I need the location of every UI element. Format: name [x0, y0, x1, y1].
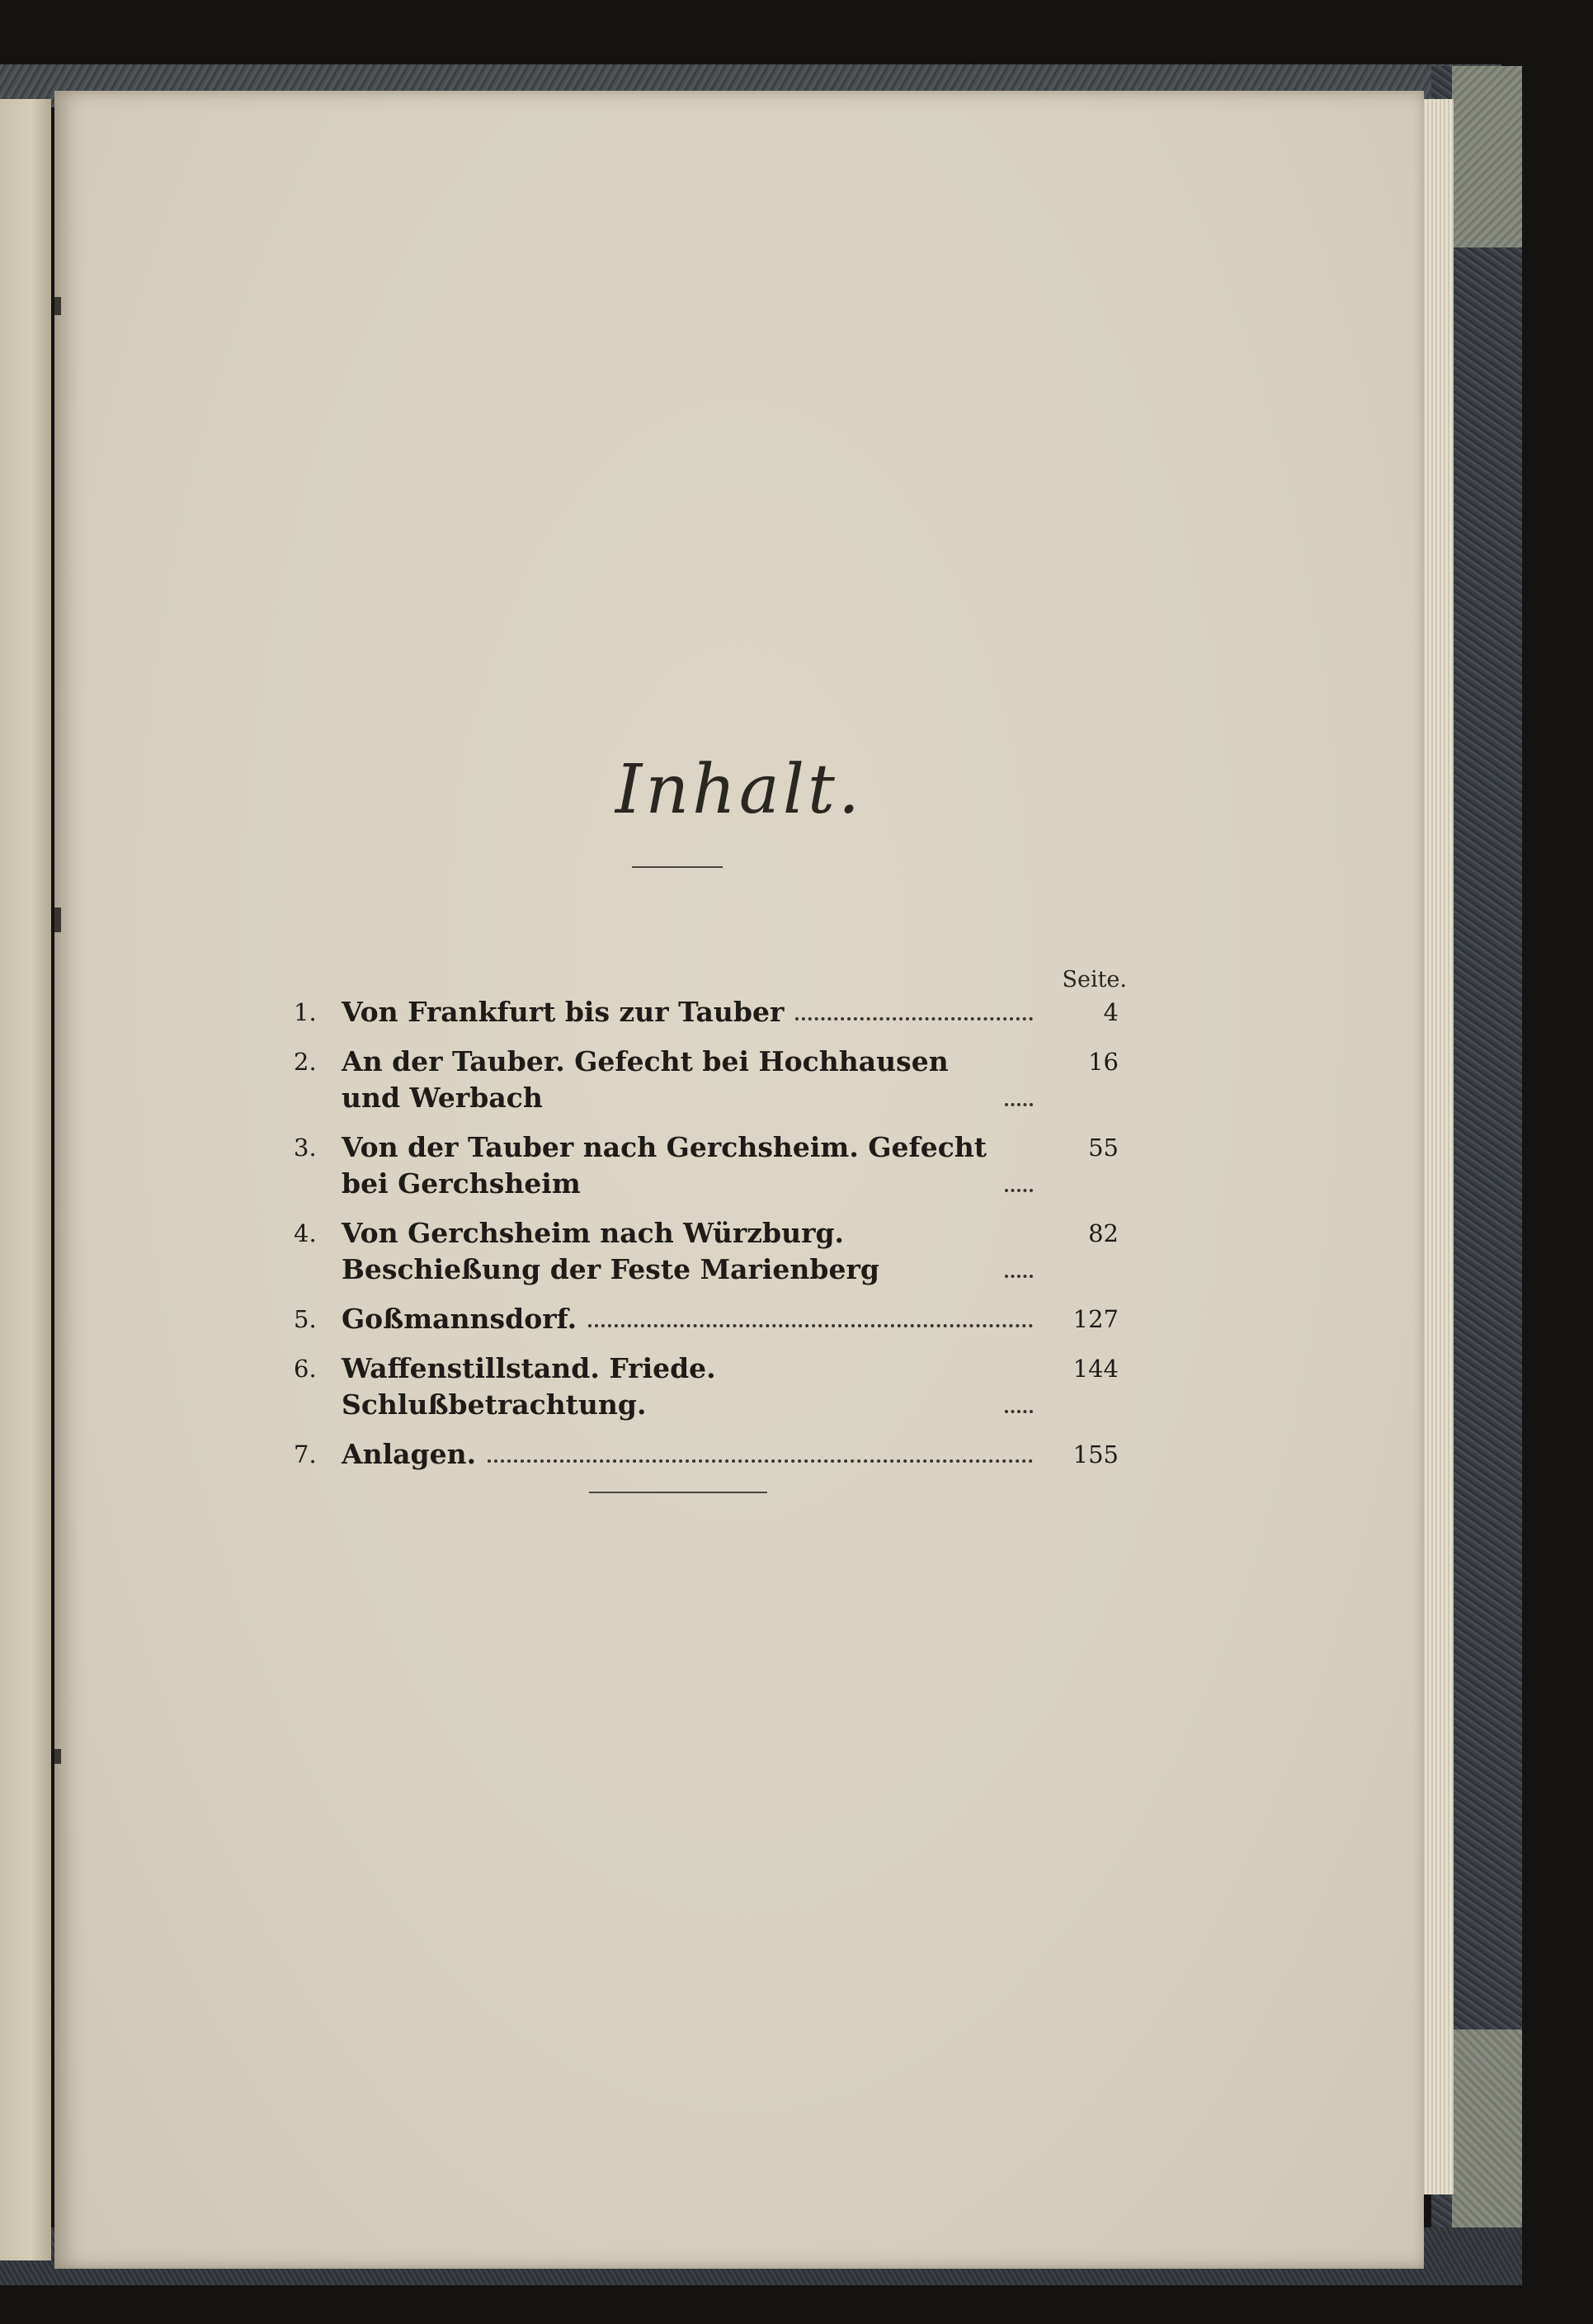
toc-entry [294, 1351, 1119, 1423]
toc-number: 7. [294, 1440, 317, 1468]
binding-thread-mark [54, 297, 61, 315]
cover-corner-top [1452, 66, 1522, 247]
toc-title: An der Tauber. Gefecht bei Hochhausen und Werbach [342, 1045, 949, 1114]
toc-entry [294, 1129, 1119, 1202]
toc-body [342, 1215, 1044, 1288]
toc-title: Von der Tauber nach Gerchsheim. Gefecht bei Gerchsheim [342, 1131, 987, 1200]
toc-title: Anlagen. [342, 1438, 477, 1470]
toc-title: Von Frankfurt bis zur Tauber [342, 996, 785, 1028]
toc-number: 5. [294, 1305, 317, 1333]
facing-page-edge [0, 99, 51, 2260]
toc-page-number: 4 [1103, 998, 1119, 1026]
toc-page-number: 55 [1088, 1134, 1119, 1162]
toc-page-number: 82 [1088, 1219, 1119, 1247]
toc-number: 1. [294, 998, 317, 1026]
binding-thread-mark [54, 1749, 61, 1764]
toc-body [342, 994, 1044, 1030]
toc-leader-dots [488, 1451, 1033, 1463]
toc-leader-dots [1005, 1266, 1033, 1278]
toc-page-number: 155 [1072, 1440, 1119, 1468]
toc-entry [294, 1215, 1119, 1288]
toc-body [342, 1129, 1044, 1202]
toc-number: 6. [294, 1355, 317, 1383]
toc-leader-dots [588, 1316, 1033, 1327]
toc-entry [294, 1301, 1119, 1337]
toc-title: Von Gerchsheim nach Würzburg. Beschießung der Feste Marienberg [342, 1217, 879, 1285]
book-page [54, 91, 1424, 2269]
toc-entry [294, 994, 1119, 1030]
page-edges [1421, 99, 1454, 2194]
page-title: Inhalt. [615, 751, 864, 829]
toc-entry [294, 1044, 1119, 1116]
table-of-contents [294, 994, 1119, 1486]
toc-body [342, 1436, 1044, 1473]
toc-number: 3. [294, 1134, 317, 1162]
toc-number: 4. [294, 1219, 317, 1247]
toc-leader-dots [1005, 1402, 1033, 1413]
toc-title: Waffenstillstand. Friede. Schlußbetrachtung. [342, 1352, 716, 1421]
bottom-rule [589, 1492, 767, 1493]
binding-thread-mark [54, 907, 61, 932]
toc-page-number: 127 [1072, 1305, 1119, 1333]
toc-title: Goßmannsdorf. [342, 1303, 577, 1335]
toc-body [342, 1044, 1044, 1116]
toc-leader-dots [1005, 1181, 1033, 1192]
toc-leader-dots [1005, 1095, 1033, 1106]
title-rule [632, 866, 723, 868]
toc-number: 2. [294, 1048, 317, 1076]
page-column-label: Seite. [1062, 967, 1127, 992]
toc-page-number: 144 [1072, 1355, 1119, 1383]
toc-leader-dots [795, 1009, 1033, 1021]
toc-body [342, 1301, 1044, 1337]
toc-page-number: 16 [1088, 1048, 1119, 1076]
toc-entry [294, 1436, 1119, 1473]
toc-body [342, 1351, 1044, 1423]
